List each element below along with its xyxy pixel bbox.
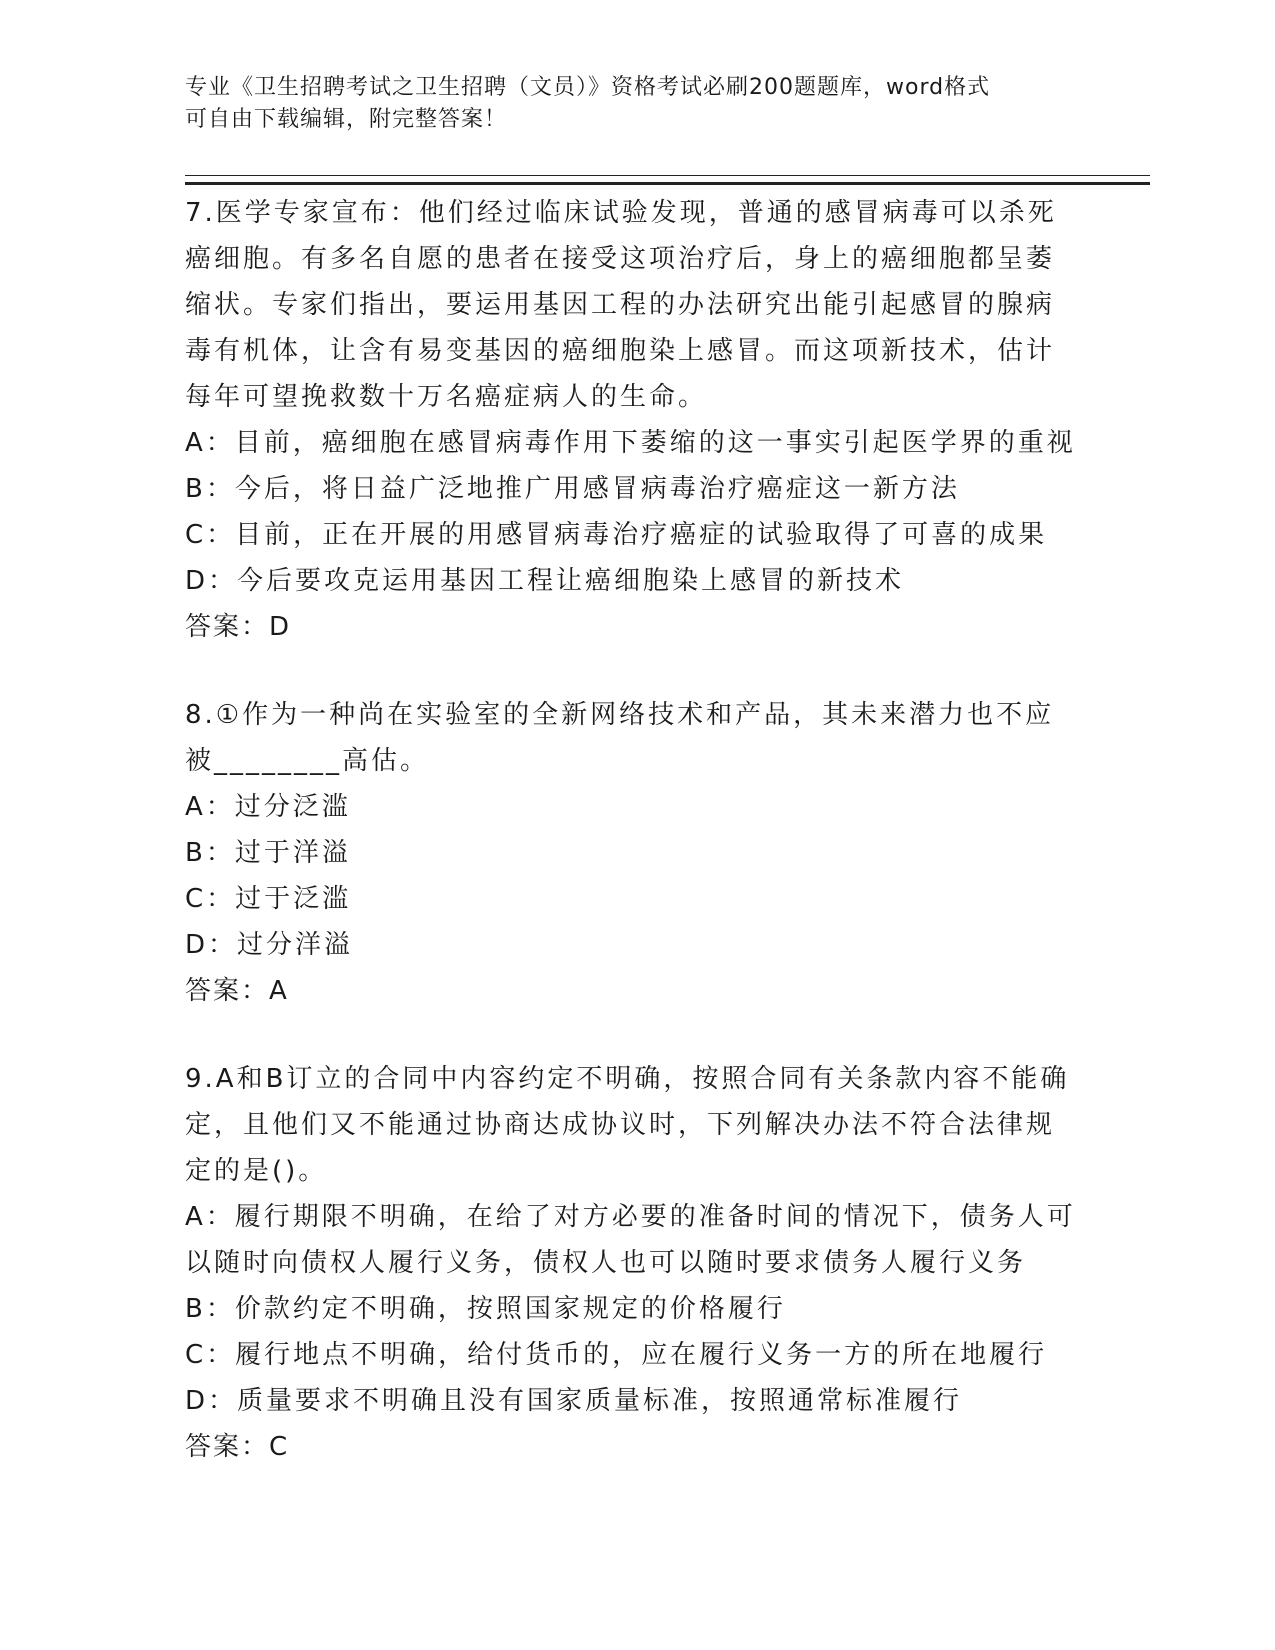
option-c: C：履行地点不明确，给付货币的，应在履行义务一方的所在地履行 [185, 1340, 1048, 1370]
stem-line: 7.医学专家宣布：他们经过临床试验发现，普通的感冒病毒可以杀死 [185, 198, 1057, 228]
stem-line: 8.①作为一种尚在实验室的全新网络技术和产品，其未来潜力也不应 [185, 700, 1055, 730]
option-list [185, 1194, 1085, 1424]
question-9 [185, 1056, 1085, 1470]
question-8 [185, 692, 1085, 1014]
document-header [185, 72, 1085, 136]
header-line-2: 可自由下载编辑，附完整答案！ [185, 107, 508, 132]
header-line-1: 专业《卫生招聘考试之卫生招聘（文员）》资格考试必刷200题题库，word格式 [185, 75, 991, 100]
option-list [185, 784, 1085, 968]
option-d: D：过分洋溢 [185, 930, 354, 960]
stem-line: 缩状。专家们指出，要运用基因工程的办法研究出能引起感冒的腺病 [185, 290, 1056, 320]
option-d: D：质量要求不明确且没有国家质量标准，按照通常标准履行 [185, 1386, 963, 1416]
question-stem [185, 190, 1085, 420]
question-7 [185, 190, 1085, 650]
option-b: B：过于洋溢 [185, 838, 351, 868]
answer-label: 答案：D [185, 612, 292, 642]
option-b: B：价款约定不明确，按照国家规定的价格履行 [185, 1294, 786, 1324]
stem-line: 定的是()。 [185, 1156, 328, 1186]
stem-line: 定，且他们又不能通过协商达成协议时，下列解决办法不符合法律规 [185, 1110, 1056, 1140]
option-a-continued: 以随时向债权人履行义务，债权人也可以随时要求债务人履行义务 [185, 1248, 1027, 1278]
stem-line: 毒有机体，让含有易变基因的癌细胞染上感冒。而这项新技术，估计 [185, 336, 1056, 366]
option-list [185, 420, 1085, 604]
option-c: C：目前，正在开展的用感冒病毒治疗癌症的试验取得了可喜的成果 [185, 520, 1048, 550]
stem-line: 9.A和B订立的合同中内容约定不明确，按照合同有关条款内容不能确 [185, 1064, 1070, 1094]
question-list [185, 190, 1085, 1470]
option-a: A：目前，癌细胞在感冒病毒作用下萎缩的这一事实引起医学界的重视 [185, 428, 1076, 458]
option-b: B：今后，将日益广泛地推广用感冒病毒治疗癌症这一新方法 [185, 474, 960, 504]
option-a: A：履行期限不明确，在给了对方必要的准备时间的情况下，债务人可 [185, 1202, 1076, 1232]
option-a: A：过分泛滥 [185, 792, 351, 822]
answer-label: 答案：C [185, 1432, 290, 1462]
stem-line: 被________高估。 [185, 746, 430, 776]
header-divider [185, 175, 1150, 185]
option-c: C：过于泛滥 [185, 884, 352, 914]
question-stem [185, 692, 1085, 784]
option-d: D：今后要攻克运用基因工程让癌细胞染上感冒的新技术 [185, 566, 905, 596]
question-spacer [185, 650, 1085, 692]
answer-label: 答案：A [185, 976, 289, 1006]
stem-line: 癌细胞。有多名自愿的患者在接受这项治疗后，身上的癌细胞都呈萎 [185, 244, 1056, 274]
question-spacer [185, 1014, 1085, 1056]
question-stem [185, 1056, 1085, 1194]
stem-line: 每年可望挽救数十万名癌症病人的生命。 [185, 382, 708, 412]
